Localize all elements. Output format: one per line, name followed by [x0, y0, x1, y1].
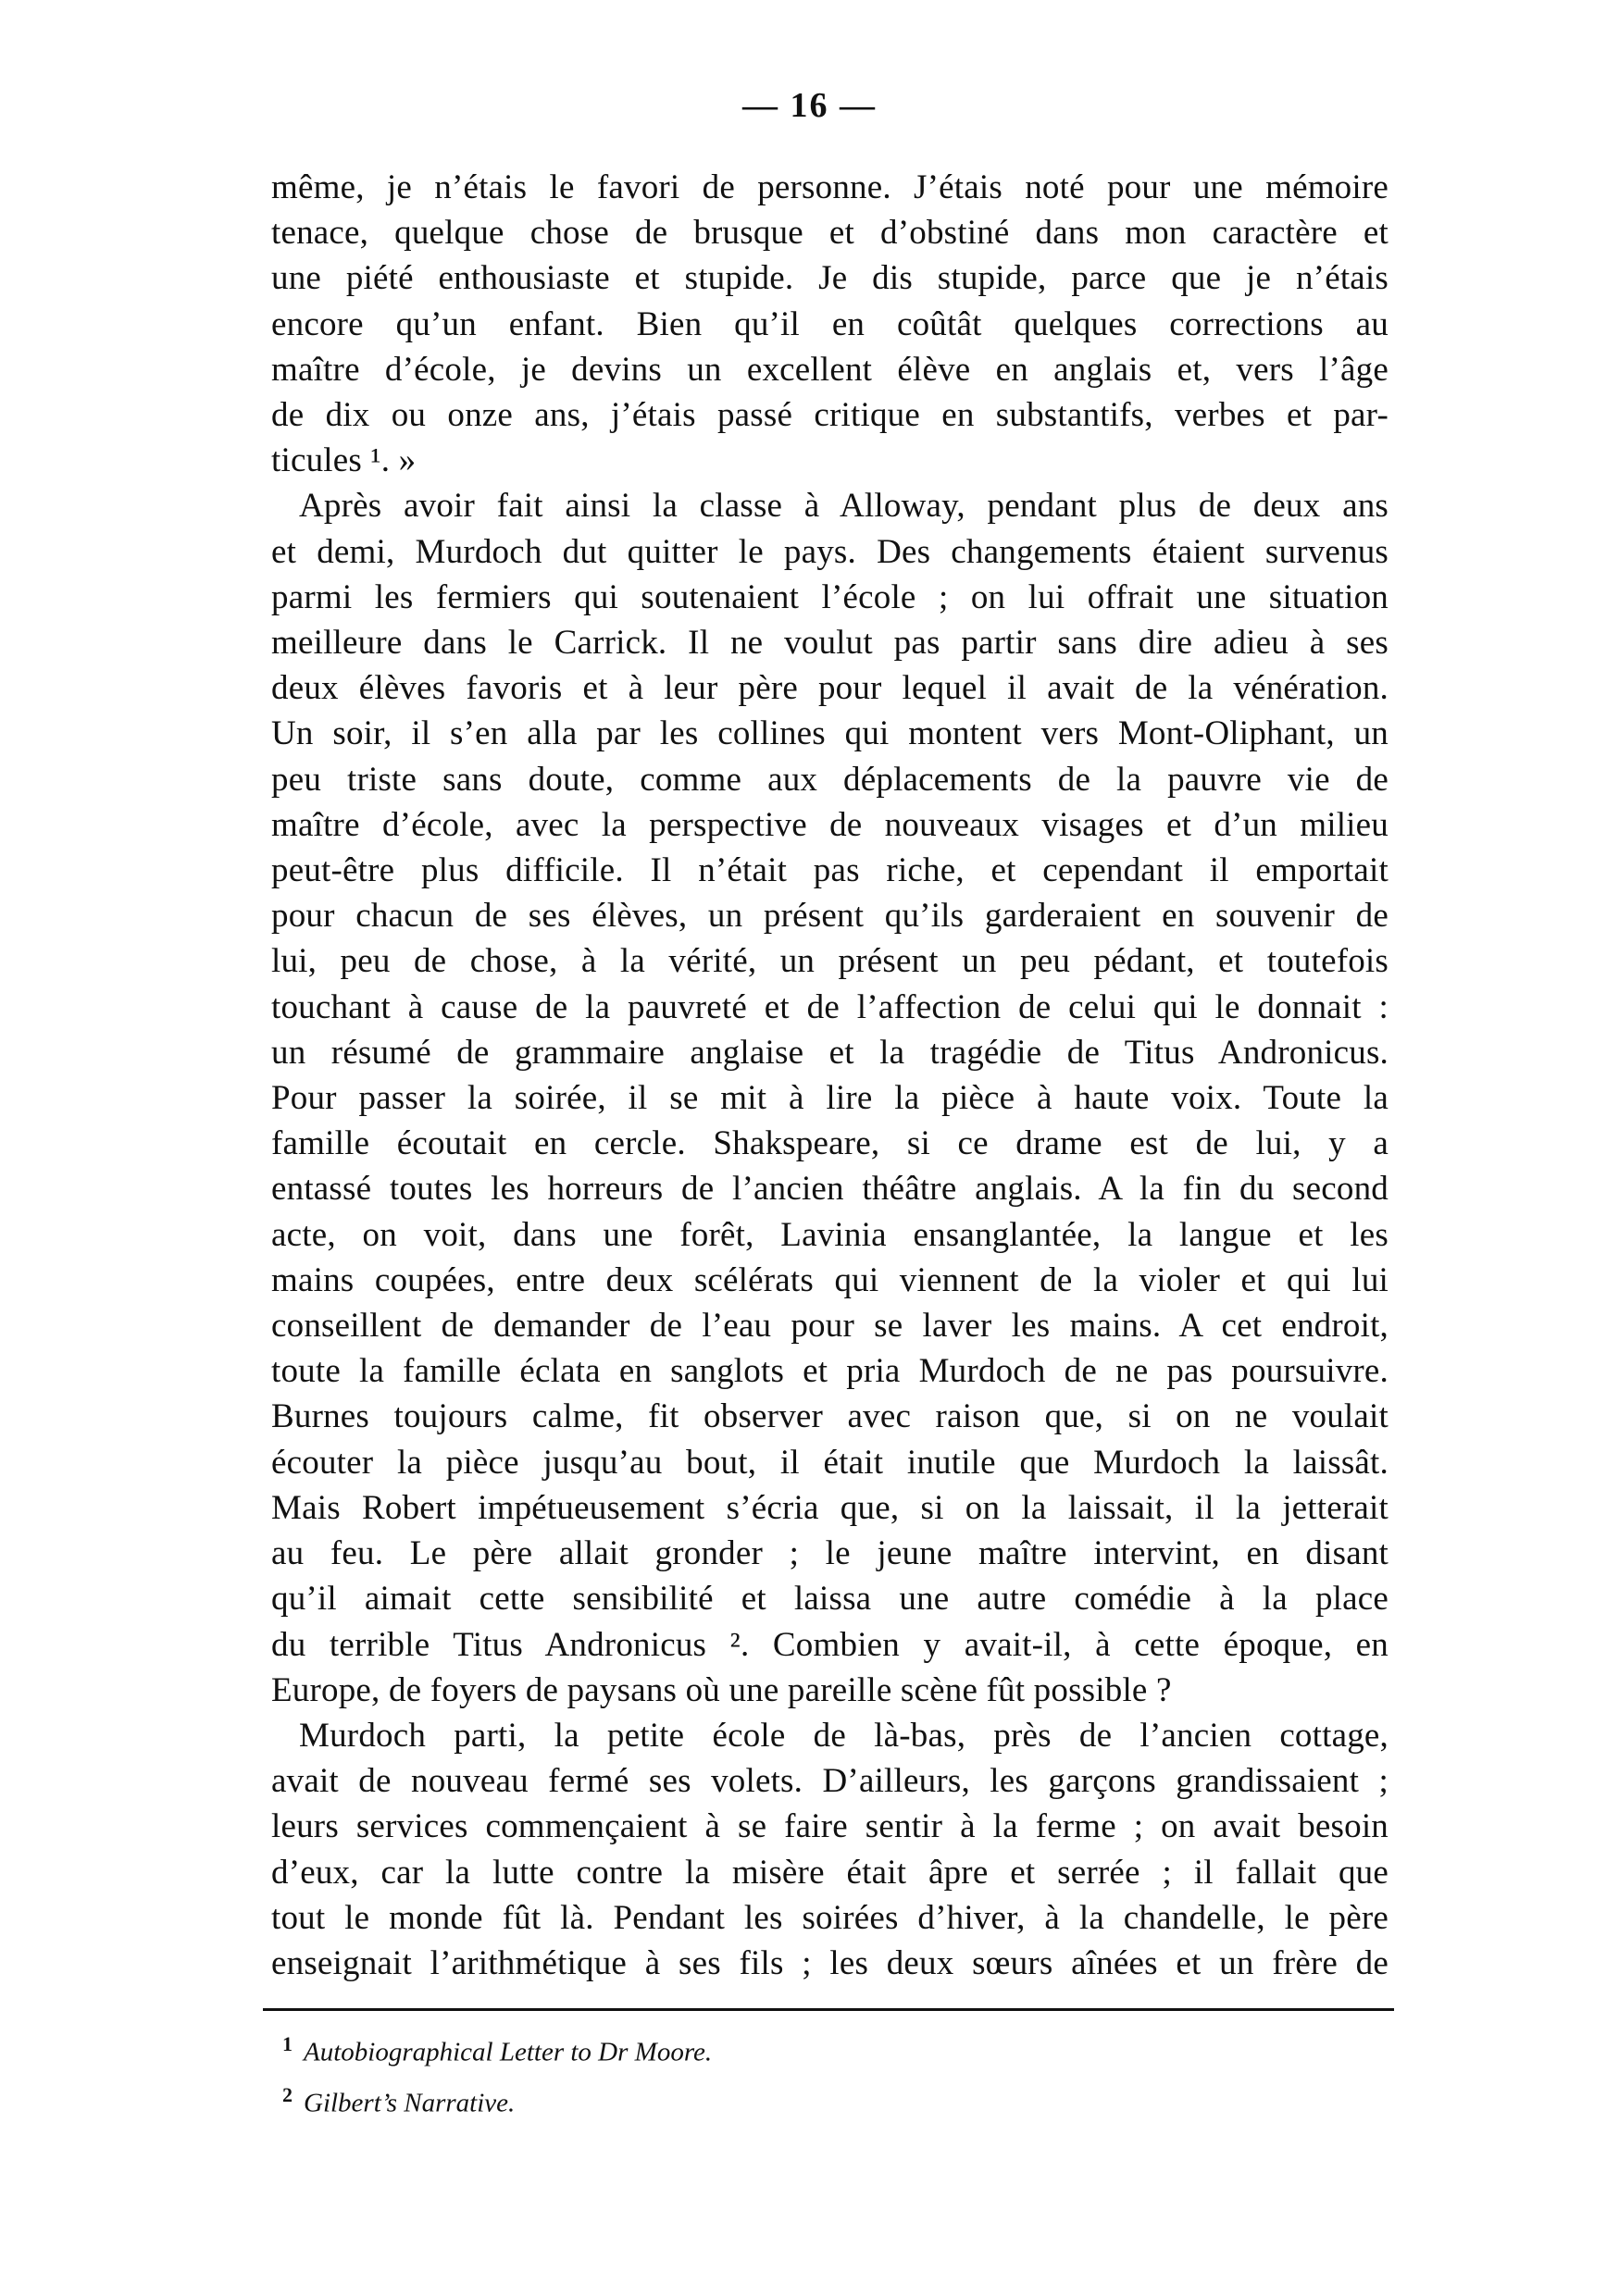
footnote-2 [282, 2074, 1301, 2125]
footnote-mark: 2 [282, 2082, 293, 2106]
text-line: du terrible Titus Andronicus ². Combien y avait-il, à cette époque, en [271, 1625, 1389, 1664]
footnote-text: Autobiographical Letter to Dr Moore. [304, 2037, 713, 2067]
text-line: enseignait l’arithmétique à ses fils ; les deux sœurs aînées et un frère de [271, 1943, 1389, 1982]
text-line: touchant à cause de la pauvreté et de l’affection de celui qui le donnait : [271, 987, 1389, 1026]
text-line: maître d’école, je devins un excellent élève en anglais et, vers l’âge [271, 350, 1389, 389]
text-line: parmi les fermiers qui soutenaient l’école ; on lui offrait une situation [271, 577, 1389, 616]
footnotes [282, 2023, 1301, 2124]
text-line: Mais Robert impétueusement s’écria que, si on la laissait, il la jetterait [271, 1488, 1389, 1527]
text-line: peu triste sans doute, comme aux déplacements de la pauvre vie de [271, 760, 1389, 799]
text-line: Après avoir fait ainsi la classe à Alloway, pendant plus de deux ans [299, 487, 1389, 526]
text-line: entassé toutes les horreurs de l’ancien théâtre anglais. A la fin du second [271, 1170, 1389, 1209]
footnote-mark: 1 [282, 2032, 293, 2055]
text-line: Pour passer la soirée, il se mit à lire la pièce à haute voix. Toute la [271, 1079, 1389, 1118]
page-number: — 16 — [742, 86, 877, 125]
text-line: une piété enthousiaste et stupide. Je dis stupide, parce que je n’étais [271, 259, 1389, 298]
paragraph-3 [271, 1713, 1389, 1986]
paragraph-2 [271, 483, 1389, 1712]
body-text [271, 165, 1389, 1986]
footnote-divider [263, 2008, 1394, 2011]
text-line: acte, on voit, dans une forêt, Lavinia ensanglantée, la langue et les [271, 1215, 1389, 1254]
text-line: toute la famille éclata en sanglots et pria Murdoch de ne pas poursuivre. [271, 1352, 1389, 1391]
text-line: qu’il aimait cette sensibilité et laissa une autre comédie à la place [271, 1580, 1389, 1619]
text-line: un résumé de grammaire anglaise et la tragédie de Titus Andronicus. [271, 1033, 1389, 1072]
text-line: leurs services commençaient à se faire sentir à la ferme ; on avait besoin [271, 1807, 1389, 1846]
text-line: ticules ¹. » [271, 441, 417, 480]
text-line: pour chacun de ses élèves, un présent qu’ils garderaient en souvenir de [271, 897, 1389, 936]
text-line: Burnes toujours calme, fit observer avec raison que, si on ne voulait [271, 1397, 1389, 1436]
text-line: meilleure dans le Carrick. Il ne voulut pas partir sans dire adieu à ses [271, 624, 1389, 663]
text-line: conseillent de demander de l’eau pour se laver les mains. A cet endroit, [271, 1307, 1389, 1346]
text-line: Murdoch parti, la petite école de là-bas, près de l’ancien cottage, [299, 1716, 1389, 1755]
text-line: et demi, Murdoch dut quitter le pays. Des changements étaient survenus [271, 532, 1389, 571]
text-line: encore qu’un enfant. Bien qu’il en coûtât quelques corrections au [271, 304, 1389, 343]
text-line: au feu. Le père allait gronder ; le jeune maître intervint, en disant [271, 1534, 1389, 1573]
text-line: d’eux, car la lutte contre la misère était âpre et serrée ; il fallait que [271, 1853, 1389, 1892]
text-line: famille écoutait en cercle. Shakspeare, si ce drame est de lui, y a [271, 1124, 1389, 1163]
text-line: même, je n’étais le favori de personne. J’étais noté pour une mémoire [271, 168, 1389, 206]
text-line: maître d’école, avec la perspective de nouveaux visages et d’un milieu [271, 805, 1389, 844]
text-line: deux élèves favoris et à leur père pour lequel il avait de la vénération. [271, 669, 1389, 708]
text-line: écouter la pièce jusqu’au bout, il était inutile que Murdoch la laissât. [271, 1443, 1389, 1482]
text-line: mains coupées, entre deux scélérats qui viennent de la violer et qui lui [271, 1260, 1389, 1299]
text-line: tout le monde fût là. Pendant les soirées d’hiver, à la chandelle, le père [271, 1898, 1389, 1937]
text-line: tenace, quelque chose de brusque et d’obstiné dans mon caractère et [271, 214, 1389, 253]
text-line: peut-être plus difficile. Il n’était pas riche, et cependant il emportait [271, 851, 1389, 890]
text-line: de dix ou onze ans, j’étais passé critique en substantifs, verbes et par- [271, 396, 1389, 435]
text-line: lui, peu de chose, à la vérité, un présent un peu pédant, et toutefois [271, 942, 1389, 981]
paragraph-1 [271, 165, 1389, 483]
text-line: avait de nouveau fermé ses volets. D’ailleurs, les garçons grandissaient ; [271, 1762, 1389, 1801]
text-line: Un soir, il s’en alla par les collines qui montent vers Mont-Oliphant, un [271, 714, 1389, 753]
text-line: Europe, de foyers de paysans où une pareille scène fût possible ? [271, 1670, 1172, 1709]
footnote-1 [282, 2023, 1301, 2074]
footnote-text: Gilbert’s Narrative. [304, 2088, 516, 2118]
